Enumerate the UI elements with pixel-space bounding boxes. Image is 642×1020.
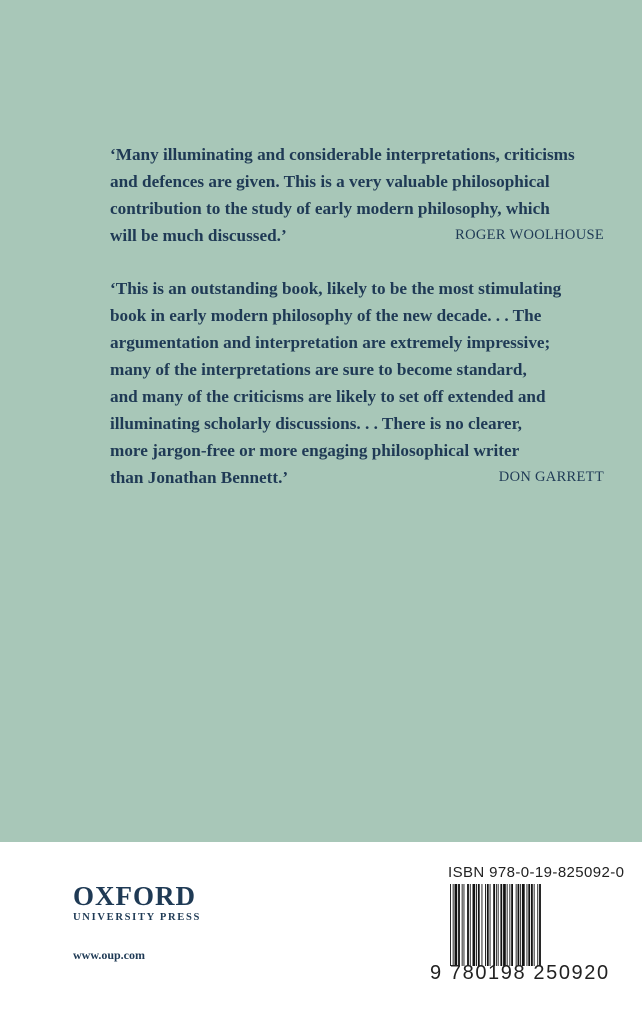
barcode-icon — [450, 884, 610, 966]
quote-line: argumentation and interpretation are extremely impressive; — [110, 333, 551, 352]
publisher-url: www.oup.com — [73, 948, 146, 962]
quote-line-last — [110, 464, 610, 491]
logo-wordmark: OXFORD — [73, 881, 196, 911]
quote-line-text: than Jonathan Bennett.’ — [110, 468, 289, 487]
quote-line: book in early modern philosophy of the new decade. . . The — [110, 306, 542, 325]
quote-line: more jargon-free or more engaging philosophical writer — [110, 441, 520, 460]
quote-line: contribution to the study of early modern philosophy, which — [110, 199, 550, 218]
quote-line-last — [110, 222, 610, 249]
quote-line: ‘This is an outstanding book, likely to be the most stimulating — [110, 279, 562, 298]
quote-line-text: will be much discussed.’ — [110, 226, 287, 245]
quote-attribution: DON GARRETT — [498, 469, 604, 485]
quote-line: and defences are given. This is a very valuable philosophical — [110, 172, 550, 191]
quote-line: illuminating scholarly discussions. . . There is no clearer, — [110, 414, 522, 433]
quote-line: ‘Many illuminating and considerable interpretations, criticisms — [110, 145, 575, 164]
oxford-logo — [73, 882, 213, 923]
review-quote-woolhouse — [110, 141, 610, 249]
review-quote-garrett — [110, 275, 610, 491]
isbn-label: ISBN 978-0-19-825092-0 — [448, 864, 625, 881]
barcode-digits: 9 780198 250920 — [430, 962, 610, 984]
quote-line: many of the interpretations are sure to become standard, — [110, 360, 527, 379]
quote-line: and many of the criticisms are likely to set off extended and — [110, 387, 546, 406]
logo-subtitle: UNIVERSITY PRESS — [73, 912, 202, 923]
quote-attribution: ROGER WOOLHOUSE — [455, 227, 604, 243]
